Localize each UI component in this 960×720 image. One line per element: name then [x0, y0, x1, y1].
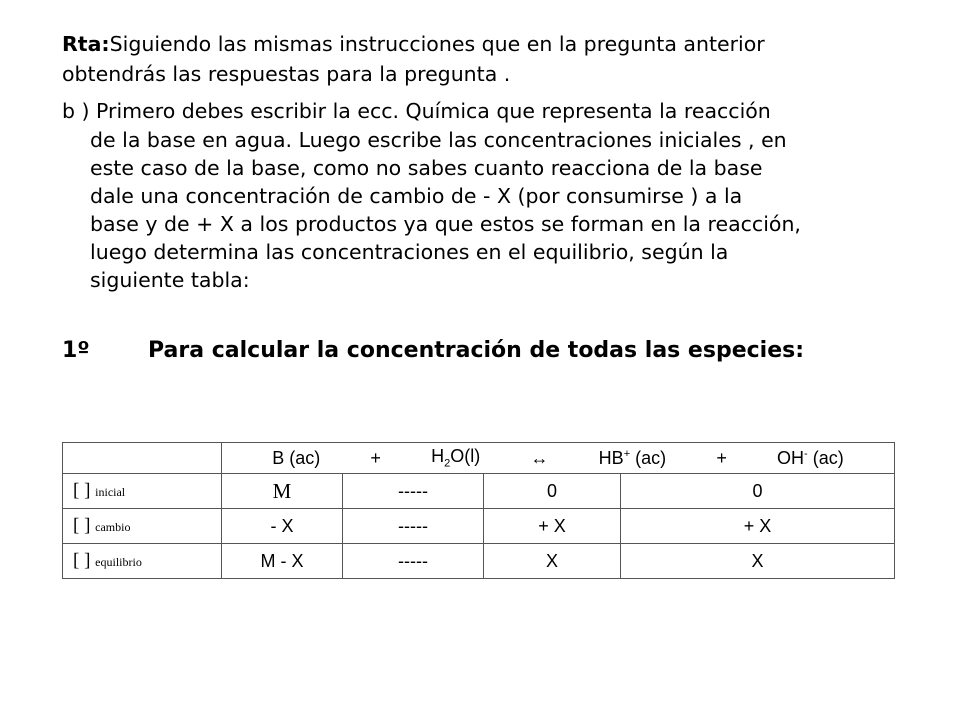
cell-base: M	[222, 474, 343, 509]
cell-hydroxide: X	[621, 544, 895, 579]
equation-header-blank	[63, 443, 222, 474]
cell-base: - X	[222, 509, 343, 544]
cell-acid: + X	[484, 509, 621, 544]
part-b-line-3: este caso de la base, como no sabes cuanto reacciona de la base	[90, 156, 763, 180]
row-label: [ ] cambio	[63, 509, 222, 544]
row-label: [ ] inicial	[63, 474, 222, 509]
equilibrium-table	[62, 442, 895, 579]
step-number: 1º	[62, 338, 90, 363]
intro-line-2: obtendrás las respuestas para la pregunta .	[62, 62, 511, 86]
intro-line-1	[62, 29, 892, 59]
equation-cell	[222, 443, 895, 474]
eq-base: B (ac)	[272, 447, 321, 468]
part-b-line-2: de la base en agua. Luego escribe las concentraciones iniciales , en	[90, 128, 787, 152]
part-b-line-7: siguiente tabla:	[90, 268, 250, 292]
answer-label: Rta:	[62, 32, 110, 56]
chemical-equation	[222, 446, 894, 470]
row-equilibrio	[63, 544, 895, 579]
step-title: Para calcular la concentración de todas las especies:	[148, 338, 805, 363]
eq-plus-1: +	[370, 447, 381, 468]
part-b-paragraph	[62, 96, 892, 294]
step-heading	[62, 336, 892, 366]
eq-hydroxide: OH- (ac)	[777, 447, 844, 468]
part-b-line-1: b ) Primero debes escribir la ecc. Química que representa la reacción	[62, 99, 771, 123]
row-cambio	[63, 509, 895, 544]
cell-base: M - X	[222, 544, 343, 579]
eq-water: $H_2O(l)$	[431, 446, 481, 470]
eq-arrow-icon: ↔	[530, 447, 549, 468]
row-label: [ ] equilibrio	[63, 544, 222, 579]
part-b-line-6: luego determina las concentraciones en el equilibrio, según la	[90, 240, 729, 264]
intro-paragraph	[62, 29, 892, 89]
cell-water: -----	[343, 509, 484, 544]
part-b-line-4: dale una concentración de cambio de - X (por consumirse ) a la	[90, 184, 743, 208]
row-inicial	[63, 474, 895, 509]
intro-text: Siguiendo las mismas instrucciones que en la pregunta anterior	[109, 32, 765, 56]
equation-row	[63, 443, 895, 474]
cell-water: -----	[343, 474, 484, 509]
part-b-line-5: base y de + X a los productos ya que estos se forman en la reacción,	[90, 212, 801, 236]
cell-acid: 0	[484, 474, 621, 509]
cell-water: -----	[343, 544, 484, 579]
cell-hydroxide: 0	[621, 474, 895, 509]
eq-plus-2: +	[716, 447, 727, 468]
eq-conjugate-acid: HB+ (ac)	[598, 447, 667, 468]
cell-hydroxide: + X	[621, 509, 895, 544]
cell-acid: X	[484, 544, 621, 579]
